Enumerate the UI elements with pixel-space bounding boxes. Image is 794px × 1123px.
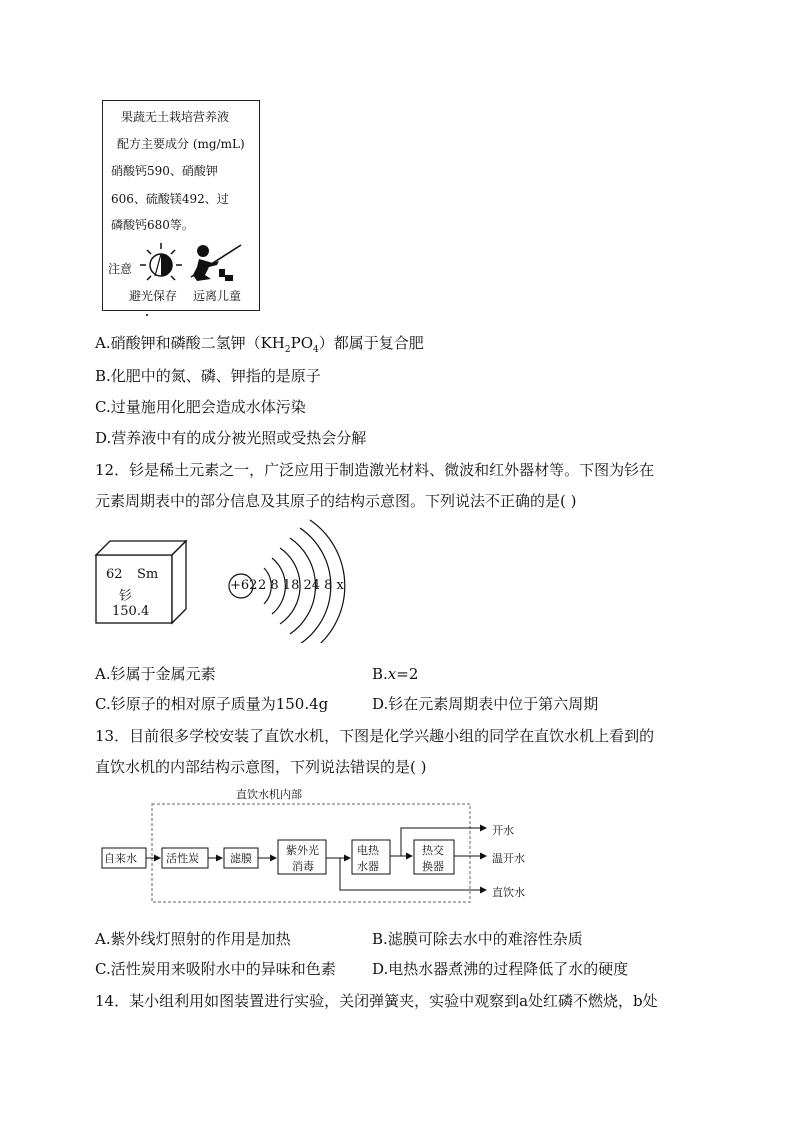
- q14-stem-line-1: 14．某小组利用如图装置进行实验，关闭弹簧夹，实验中观察到a处红磷不燃烧，b处: [95, 992, 658, 1010]
- q12-stem-line-1: 12．钐是稀土元素之一，广泛应用于制造激光材料、微波和红外器材等。下图为钐在: [95, 461, 655, 479]
- label-subtitle: 配方主要成分 (mg/mL): [117, 137, 245, 151]
- avoid-light-icon: [139, 241, 183, 285]
- output-boiled-water: 开水: [492, 824, 514, 837]
- output-warm-water: 温开水: [492, 852, 525, 865]
- box-activated-carbon: 活性炭: [166, 852, 199, 865]
- q13-option-b: B.滤膜可除去水中的难溶性杂质: [372, 930, 583, 948]
- q11-option-c: C.过量施用化肥会造成水体污染: [95, 398, 306, 416]
- q12-option-b: B.x=2: [372, 665, 419, 683]
- q13-stem-line-2: 直饮水机的内部结构示意图，下列说法错误的是( ): [95, 758, 427, 776]
- element-symbol: Sm: [137, 567, 159, 582]
- q13-option-c: C.活性炭用来吸附水中的异味和色素: [95, 960, 336, 978]
- q13-stem-line-1: 13．目前很多学校安装了直饮水机，下图是化学兴趣小组的同学在直饮水机上看到的: [95, 727, 655, 745]
- element-atomic-number: 62: [106, 567, 123, 582]
- label-line-3: 磷酸钙680等。: [111, 218, 194, 232]
- box-uv-line-1: 紫外光: [286, 844, 319, 857]
- nutrient-label-box: [102, 100, 260, 311]
- box-heater-line-2: 水器: [357, 860, 379, 873]
- q13-option-d: D.电热水器煮沸的过程降低了水的硬度: [372, 960, 629, 978]
- atom-nucleus: +62: [230, 578, 258, 593]
- output-direct-water: 直饮水: [492, 886, 525, 899]
- q12-option-a: A.钐属于金属元素: [95, 665, 216, 683]
- box-tap-water: 自来水: [104, 852, 137, 865]
- atom-electron-shells: 2 8 18 24 8 x: [258, 578, 344, 593]
- box-exchanger-line-1: 热交: [422, 844, 444, 857]
- diagram-title: 直饮水机内部: [236, 788, 302, 801]
- caption-avoid-light: 避光保存: [129, 289, 178, 303]
- box-exchanger-line-2: 换器: [422, 860, 444, 873]
- keep-away-children-icon: [189, 241, 245, 285]
- q11-option-b: B.化肥中的氮、磷、钾指的是原子: [95, 367, 321, 385]
- label-note: 注意: [108, 262, 133, 276]
- label-line-1: 硝酸钙590、硝酸钾: [111, 164, 218, 178]
- label-title: 果蔬无土栽培营养液: [121, 110, 230, 124]
- element-atomic-mass: 150.4: [112, 604, 150, 619]
- box-uv-line-2: 消毒: [292, 860, 314, 873]
- q13-option-a: A.紫外线灯照射的作用是加热: [95, 930, 291, 948]
- q12-stem-line-2: 元素周期表中的部分信息及其原子的结构示意图。下列说法不正确的是( ): [95, 492, 577, 510]
- box-filter-membrane: 滤膜: [230, 852, 252, 865]
- q11-option-a: A.硝酸钾和磷酸二氢钾$(KH_2PO_4)$都属于复合肥: [95, 334, 424, 355]
- caption-keep-away-children: 远离儿童: [193, 289, 242, 303]
- water-machine-diagram: [96, 782, 546, 907]
- stray-dot: [146, 314, 148, 316]
- label-line-2: 606、硫酸镁492、过: [111, 192, 229, 206]
- element-name: 钐: [119, 589, 133, 604]
- q11-option-d: D.营养液中有的成分被光照或受热会分解: [95, 429, 367, 447]
- q12-option-c: C.钐原子的相对原子质量为150.4g: [95, 695, 329, 713]
- q12-option-d: D.钐在元素周期表中位于第六周期: [372, 695, 599, 713]
- box-heater-line-1: 电热: [357, 844, 379, 857]
